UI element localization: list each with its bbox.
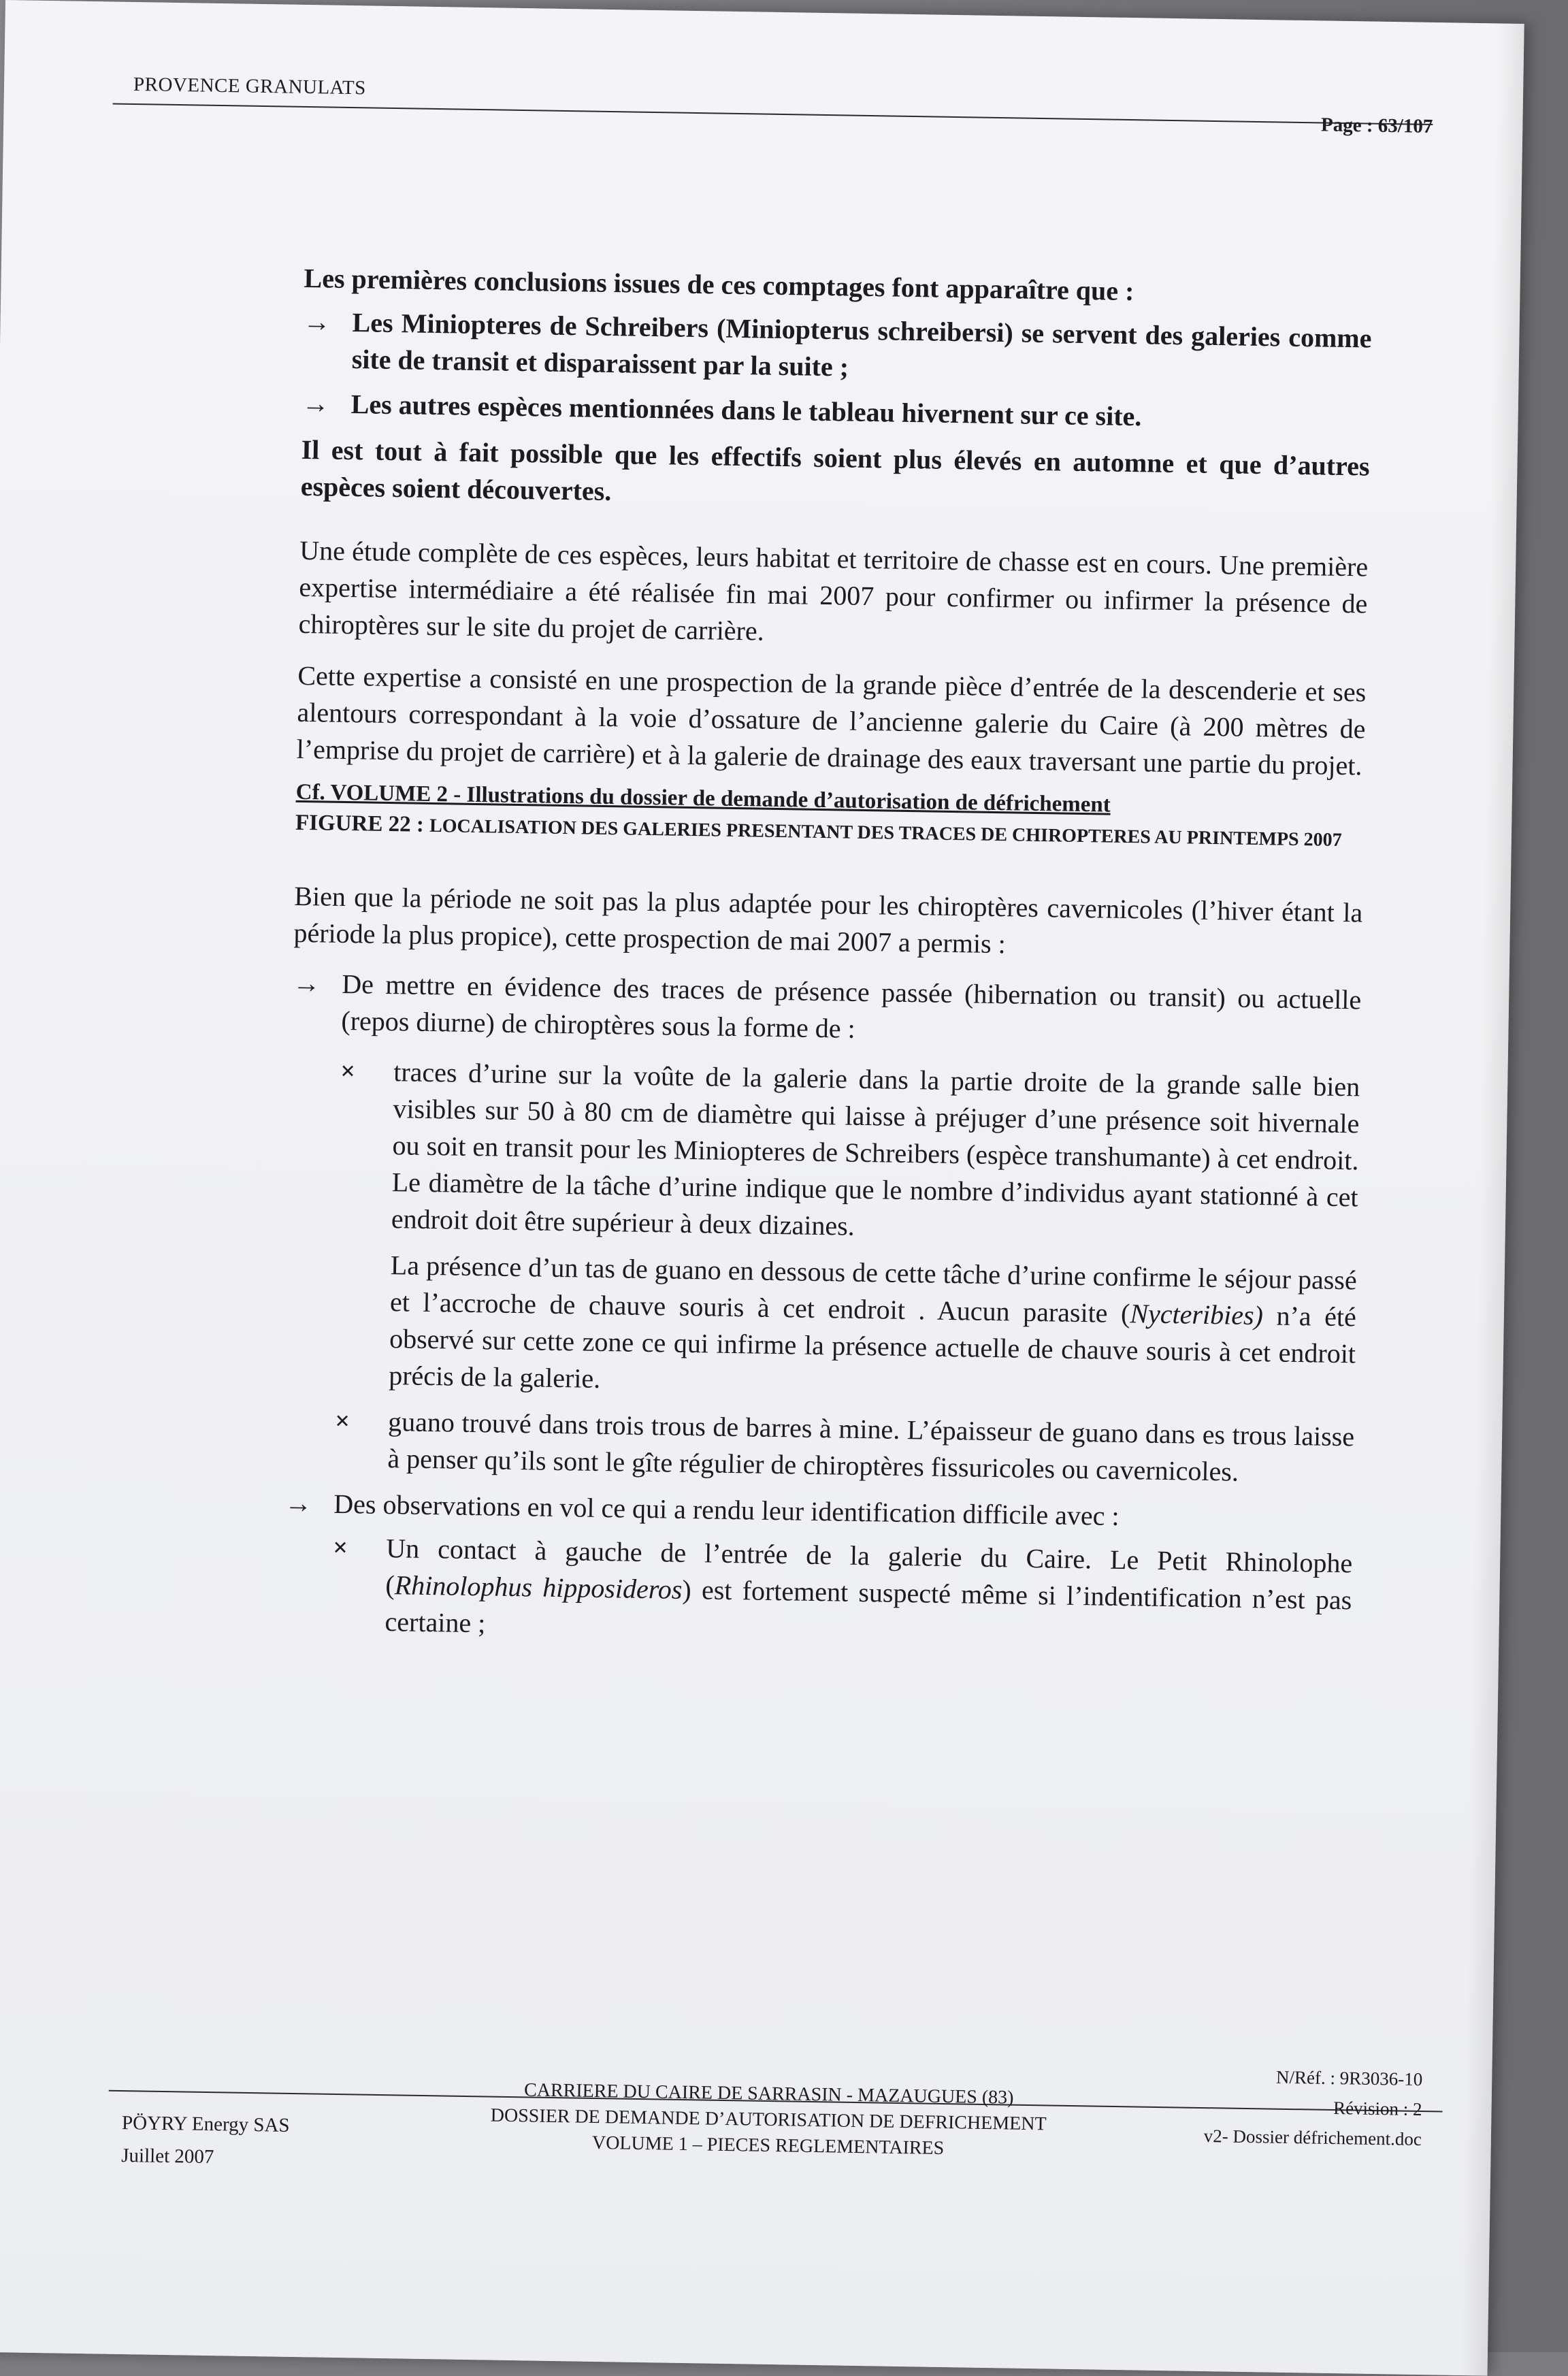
- guano-holes-text: guano trouvé dans trois trous de barres à mine. L’épaisseur de guano dans es trous laisse à penser qu’ils sont le gîte régulier de chiroptères fissuricoles ou cavernicoles.: [387, 1406, 1355, 1487]
- guano-text-a: La présence d’un tas de guano en dessous de cette tâche d’urine confirme le séjour passé et l’accroche de chauve souris à cet endroit . Aucun parasite (: [389, 1250, 1358, 1329]
- guano-text-em: Nycteribies): [1130, 1298, 1264, 1331]
- figure-title: LOCALISATION DES GALERIES PRESENTANT DES TRACES DE CHIROPTERES AU PRINTEMPS 2007: [429, 815, 1342, 851]
- footer-ref: N/Réf. : 9R3036-10: [1275, 2066, 1423, 2090]
- urine-traces-text: traces d’urine sur la voûte de la galerie dans la partie droite de la grande salle bien visibles sur 50 à 80 cm de diamètre qui laisse à préjuger d’une présence soit hivernale ou soit en transit pour les Miniopteres de Schreibers (espèce transhumante) à cet endroit. Le diamètre de la tâche d’urine indique que le nombre d’individus ayant stationné à cet endroit doit être supérieur à deux dizaines.: [391, 1056, 1360, 1241]
- period-paragraph: Bien que la période ne soit pas la plus adaptée pour les chiroptères cavernicoles (l’hiver étant la période la plus propice), cette prospection de mai 2007 a permis :: [293, 880, 1363, 960]
- conclusion-bullet-2-text: Les autres espèces mentionnées dans le tableau hivernent sur ce site.: [350, 389, 1142, 432]
- page-number: Page : 63/107: [1320, 114, 1433, 137]
- cross-icon: ×: [334, 1406, 350, 1436]
- footer-line-3: VOLUME 1 – PIECES REGLEMENTAIRES: [591, 2132, 945, 2160]
- volume-reference: Cf. VOLUME 2 - Illustrations du dossier de demande d’autorisation de défrichement: [295, 779, 1111, 817]
- arrow-icon: →: [293, 967, 321, 999]
- study-paragraph: Une étude complète de ces espèces, leurs habitat et territoire de chasse est en cours. Une première expertise intermédiaire a été réalisée fin mai 2007 pour confirmer ou infirmer la présence de chiroptères sur le site du projet de carrière.: [298, 534, 1369, 647]
- cross-icon: ×: [333, 1533, 348, 1563]
- evidence-bullet-text: De mettre en évidence des traces de présence passée (hibernation ou transit) ou actuelle (repos diurne) de chiroptères sous la forme de :: [341, 968, 1362, 1044]
- conclusion-bullet-2: [301, 385, 1371, 439]
- footer-revision: Révision : 2: [1333, 2098, 1422, 2120]
- conclusion-bullet-1: [302, 304, 1372, 394]
- page-header: [112, 74, 1433, 148]
- flight-observations-text: Des observations en vol ce qui a rendu leur identification difficile avec :: [333, 1488, 1120, 1531]
- urine-traces-item: [289, 1052, 1360, 1253]
- header-company: PROVENCE GRANULATS: [133, 73, 367, 99]
- footer-file: v2- Dossier défrichement.doc: [1203, 2126, 1422, 2150]
- contact-item: [282, 1529, 1352, 1656]
- evidence-bullet: [292, 965, 1362, 1056]
- arrow-icon: →: [301, 387, 330, 419]
- guano-paragraph: [287, 1246, 1357, 1410]
- arrow-icon: →: [303, 306, 331, 338]
- page-body: [282, 260, 1373, 1655]
- footer-line-1: CARRIERE DU CAIRE DE SARRASIN - MAZAUGUES (83): [523, 2079, 1014, 2109]
- cross-icon: ×: [340, 1056, 356, 1086]
- conclusions-intro: Les premières conclusions issues de ces comptages font apparaître que :: [304, 262, 1134, 307]
- figure-label: FIGURE 22 :: [295, 810, 430, 837]
- header-rule: [113, 103, 1433, 125]
- expertise-paragraph: Cette expertise a consisté en une prospection de la grande pièce d’entrée de la descenderie et ses alentours correspondant à la voie d’ossature de l’ancienne galerie du Caire (à 200 mètres de l’emprise du projet de carrière) et à la galerie de drainage des eaux traversant une partie du projet.: [296, 660, 1367, 781]
- arrow-icon: →: [284, 1487, 312, 1519]
- guano-text-b: n’a été observé sur cette zone ce qui infirme la présence actuelle de chauve souris à cet endroit précis de la galerie.: [388, 1300, 1357, 1394]
- footer-company: PÖYRY Energy SAS: [121, 2112, 290, 2136]
- contact-text-em: Rhinolophus hipposideros: [394, 1569, 683, 1605]
- footer-reference-block: [1203, 2061, 1422, 2154]
- conclusion-bullet-1-text: Les Miniopteres de Schreibers (Miniopterus schreibersi) se servent des galeries comme site de transit et disparaissent par la suite ;: [351, 307, 1372, 383]
- guano-holes-item: [285, 1402, 1355, 1493]
- footer-line-2: DOSSIER DE DEMANDE D’AUTORISATION DE DEFRICHEMENT: [490, 2104, 1047, 2135]
- footer-date: Juillet 2007: [121, 2145, 214, 2168]
- footer-title-block: [434, 2076, 1102, 2164]
- contact-text-a: Un contact à gauche de l’entrée de la galerie du Caire. Le Petit Rhinolophe (: [385, 1533, 1353, 1601]
- contact-text-b: ) est fortement suspecté même si l’indentification n’est pas certaine ;: [385, 1574, 1352, 1639]
- page-footer: [108, 2044, 1443, 2201]
- possibility-paragraph: Il est tout à fait possible que les effectifs soient plus élevés en automne et que d’autres espèces soient découvertes.: [300, 434, 1370, 507]
